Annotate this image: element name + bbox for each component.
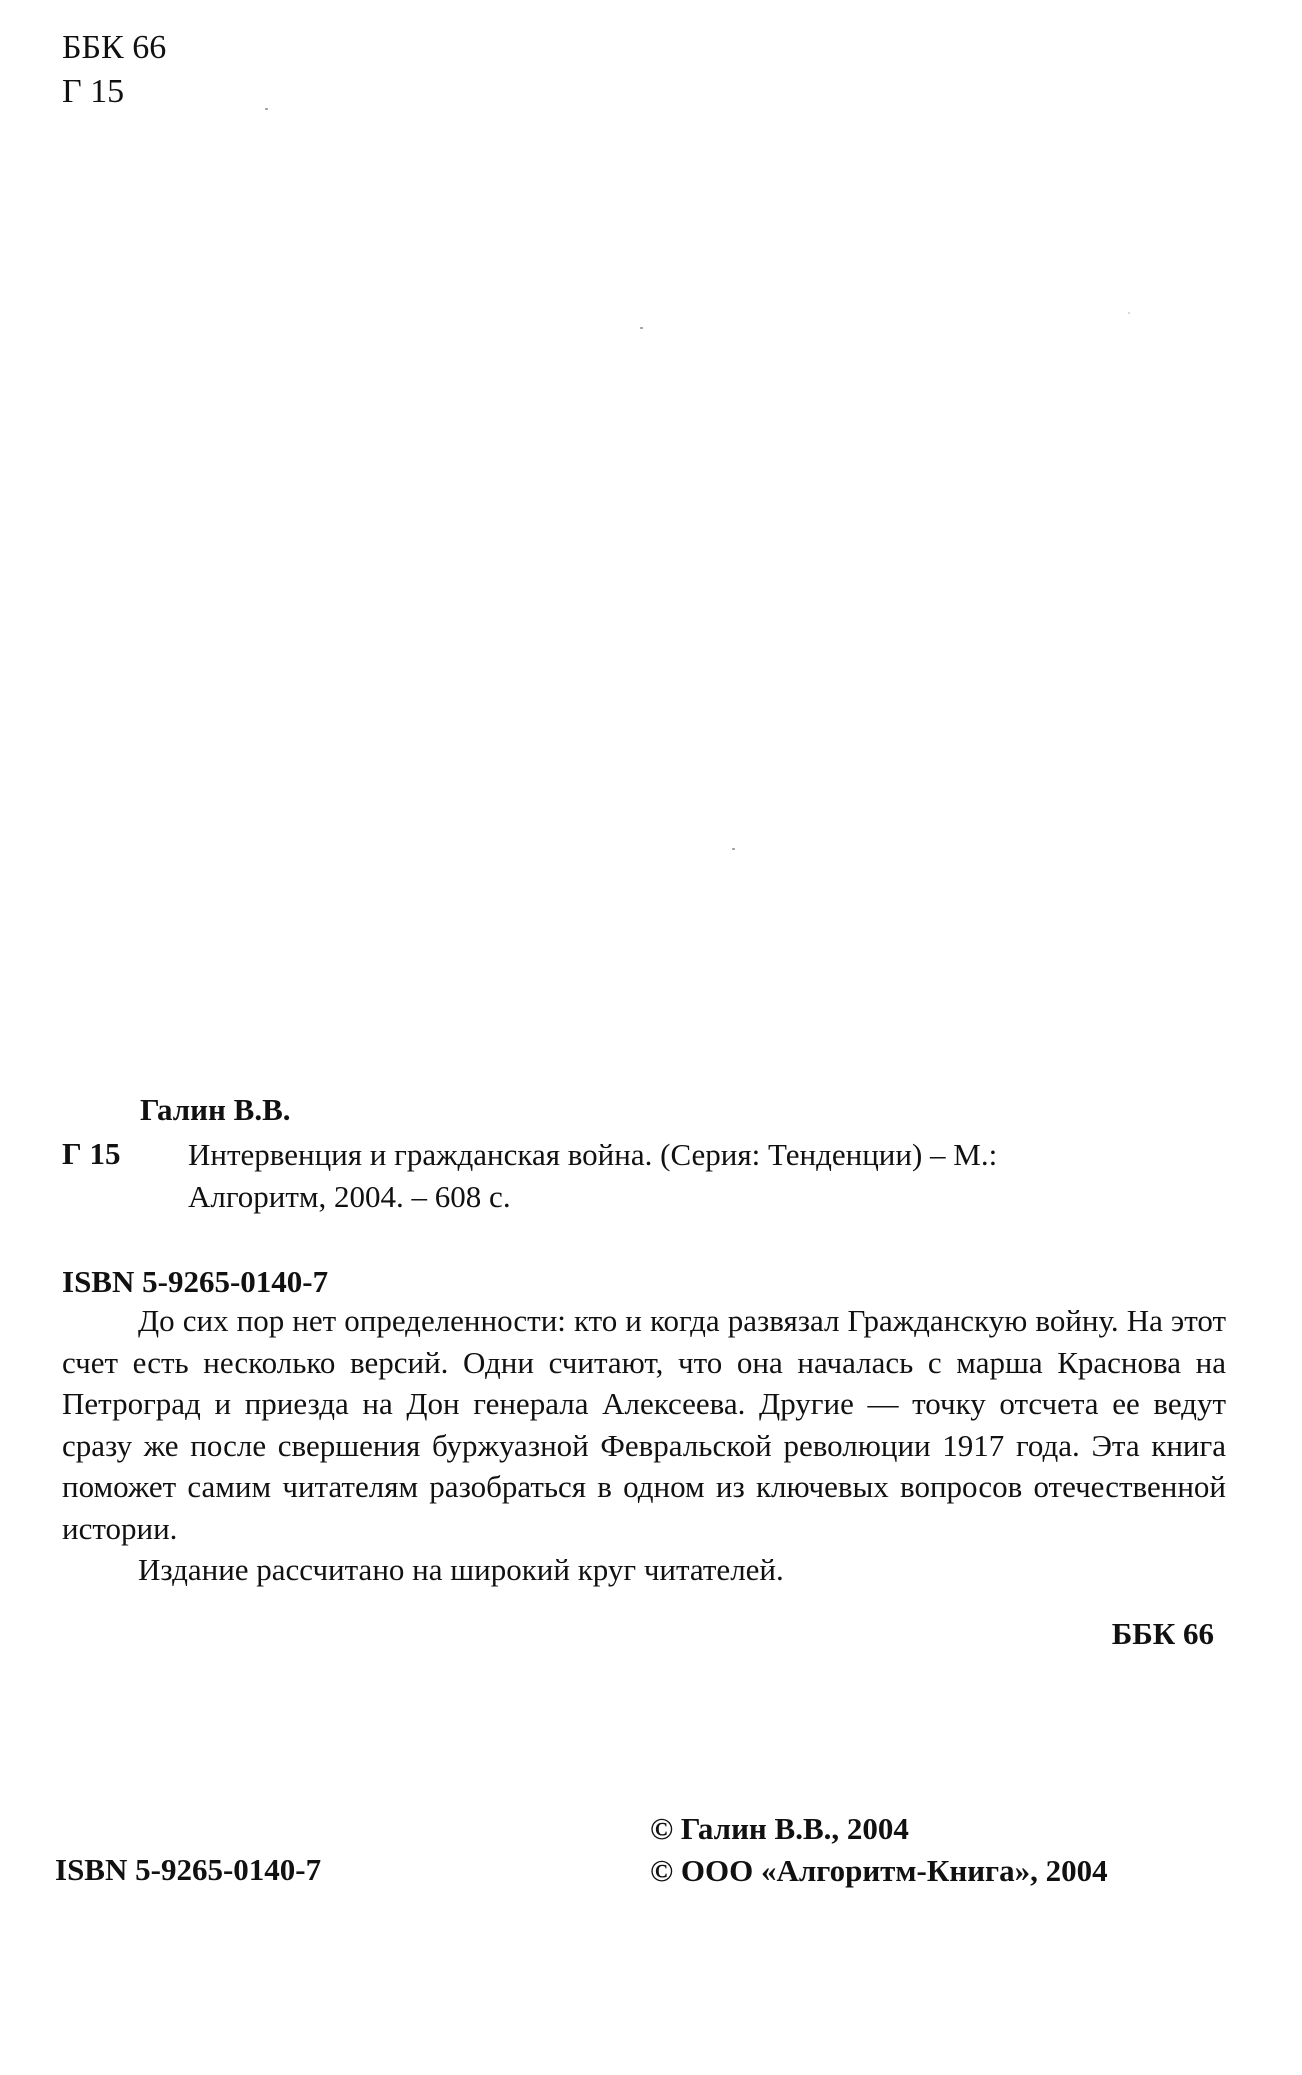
scan-speck bbox=[265, 108, 268, 110]
annotation-paragraph: До сих пор нет определенности: кто и когда развязал Гражданскую войну. На этот счет есть несколько версий. Одни считают, что она началась с марша Краснова на Петроград и приезда на Дон генерала Алексеева. Другие — точку отсчета ее ведут сразу же после свершения буржуазной Февральской революции 1917 года. Эта книга поможет самим читателям разобраться в одном из ключевых вопросов отечественной истории. bbox=[62, 1303, 1226, 1546]
call-number-top: Г 15 bbox=[62, 73, 125, 110]
title-line: Интервенция и гражданская война. (Серия: Тенденции) – М.: bbox=[188, 1137, 998, 1172]
publisher-line: Алгоритм, 2004. – 608 с. bbox=[188, 1179, 511, 1214]
scan-speck bbox=[1128, 312, 1130, 314]
annotation bbox=[62, 1300, 1226, 1591]
isbn-record: ISBN 5-9265-0140-7 bbox=[62, 1264, 329, 1299]
annotation-paragraph-audience: Издание рассчитано на широкий круг читателей. bbox=[138, 1552, 784, 1587]
isbn-bottom: ISBN 5-9265-0140-7 bbox=[55, 1852, 322, 1887]
copyright-publisher: © ООО «Алгоритм-Книга», 2004 bbox=[650, 1853, 1108, 1888]
scan-speck bbox=[640, 327, 643, 329]
copyright-author: © Галин В.В., 2004 bbox=[650, 1811, 909, 1846]
scan-speck bbox=[732, 848, 735, 850]
bbk-code-top: ББК 66 bbox=[62, 29, 167, 66]
classification-header bbox=[62, 26, 166, 114]
bibliographic-description bbox=[188, 1134, 1248, 1218]
copyright-block bbox=[650, 1808, 1108, 1892]
call-number: Г 15 bbox=[62, 1136, 121, 1171]
author-name: Галин В.В. bbox=[140, 1092, 291, 1127]
bbk-code-bottom: ББК 66 bbox=[1111, 1616, 1214, 1651]
